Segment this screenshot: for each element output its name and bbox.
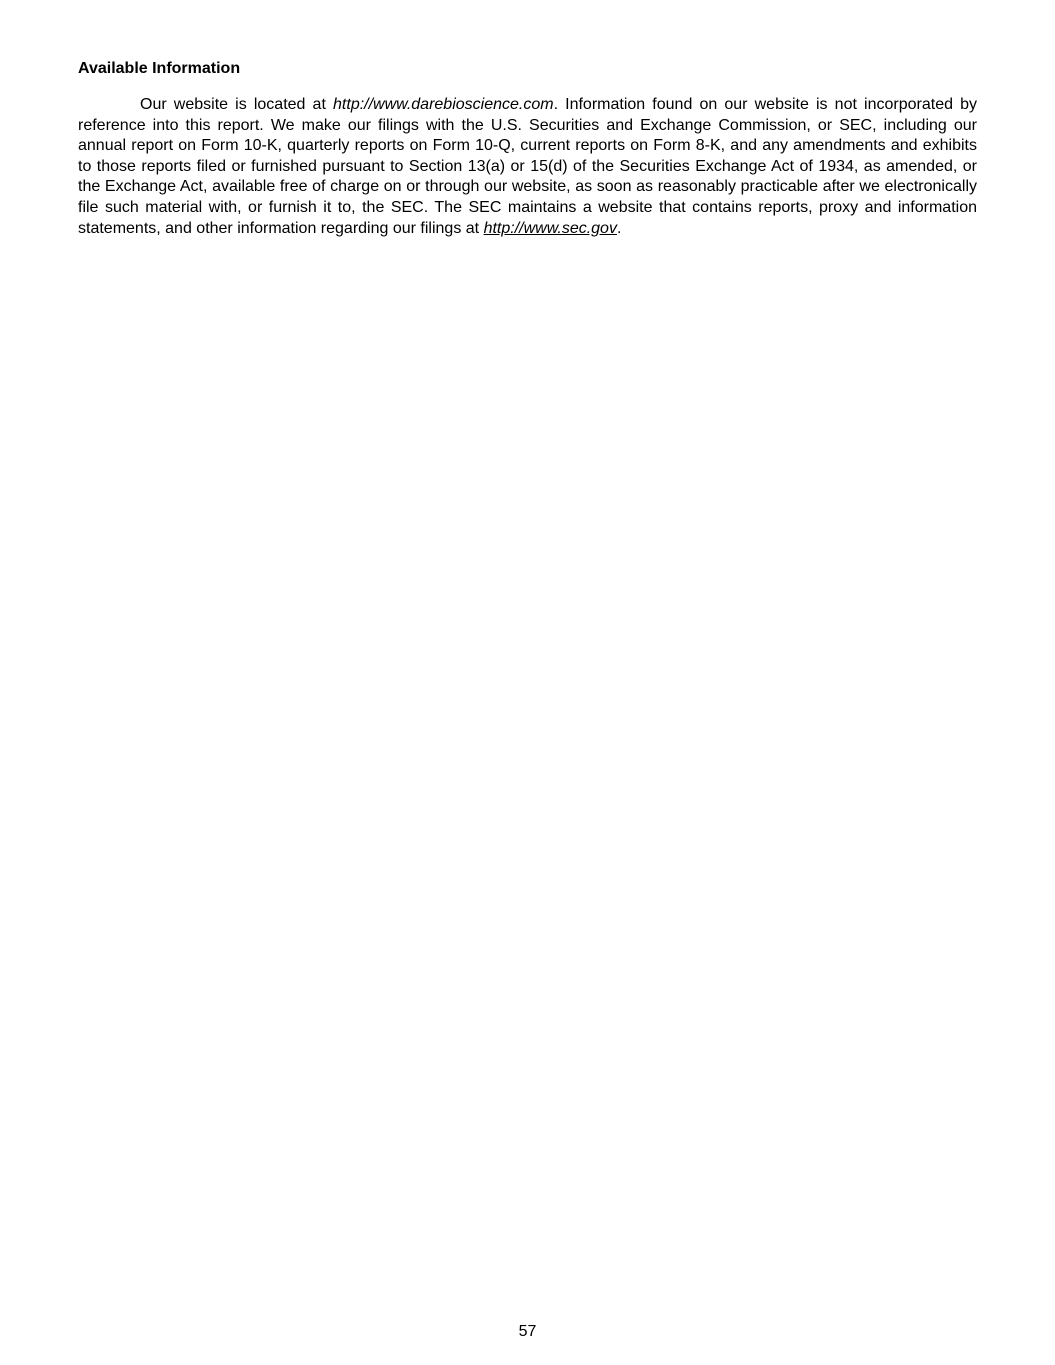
section-heading: Available Information <box>78 60 241 77</box>
paragraph-intro: Our website is located at <box>140 96 334 113</box>
paragraph-end: . <box>616 219 622 237</box>
document-page <box>78 58 977 239</box>
company-website-url: http://www.darebioscience.com <box>333 96 554 113</box>
body-paragraph <box>78 95 977 239</box>
paragraph-body: . Information found on our website is not incorporated by reference into this report. We make our filings with the U.S. Securities and Exchange Commission, or SEC, including our annual report on Form 10-K, quarterly reports on Form 10-Q, current reports on Form 8-K, and any amendments and exhibits to those reports filed or furnished pursuant to Section 13(a) or 15(d) of the Securities Exchange Act of 1934, as amended, or the Exchange Act, available free of charge on or through our website, as soon as reasonably practicable after we electronically file such material with, or furnish it to, the SEC. The SEC maintains a website that contains reports, proxy and information statements, and other information regarding our filings at <box>78 96 978 237</box>
page-number: 57 <box>518 1323 537 1340</box>
sec-website-link[interactable]: http://www.sec.gov <box>483 219 617 237</box>
